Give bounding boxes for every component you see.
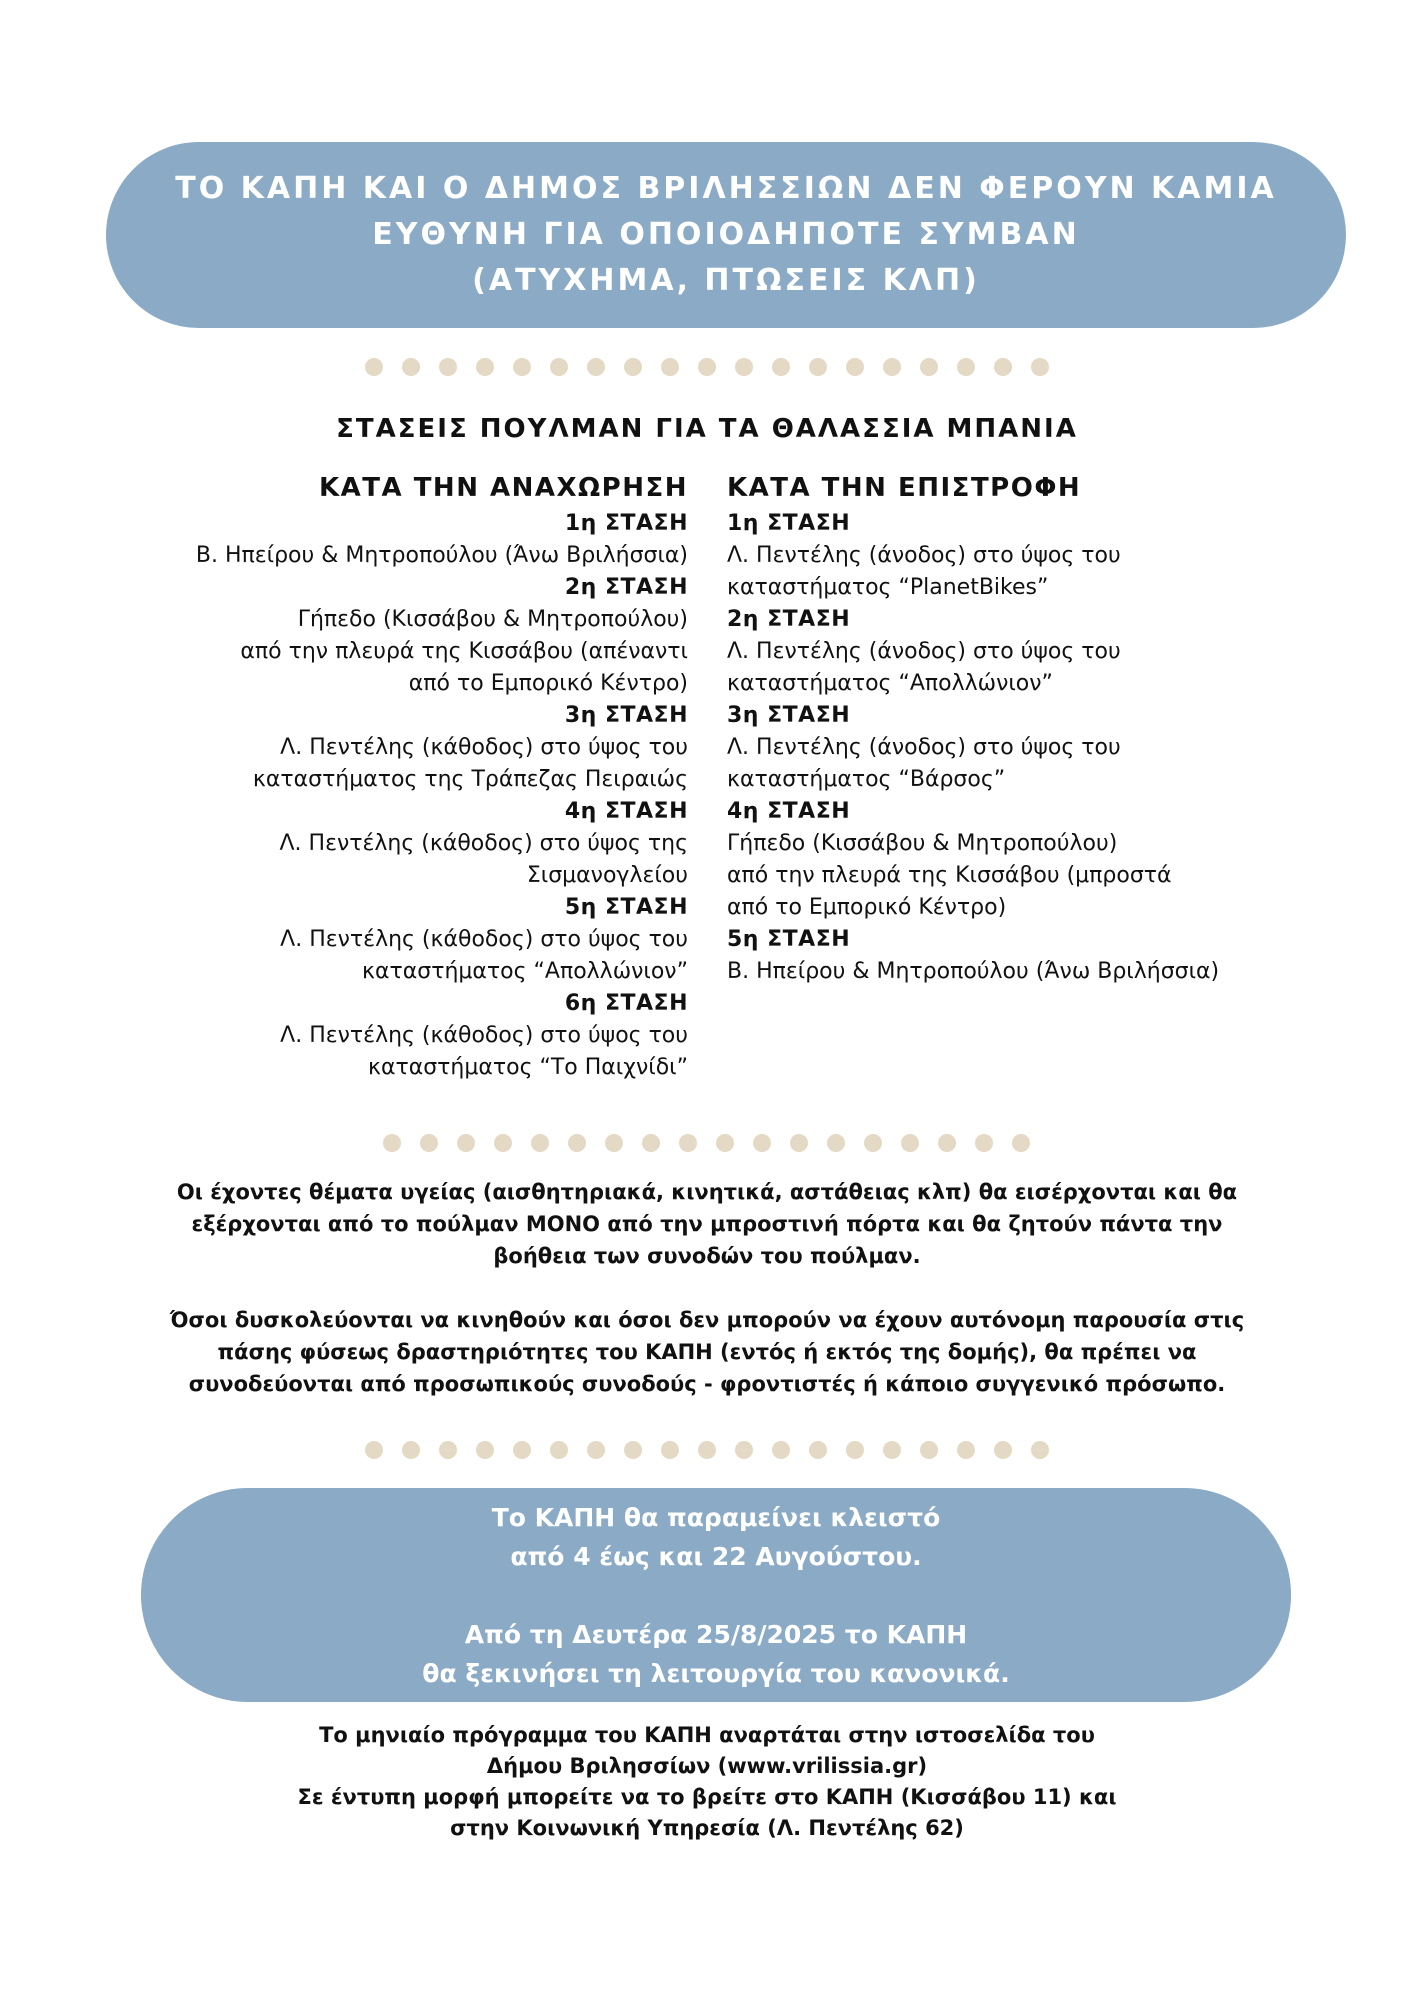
return-stop-location: Γήπεδο (Κισσάβου & Μητροπούλου) — [727, 831, 1118, 856]
divider-dot — [624, 1441, 642, 1459]
departure-stop-location: καταστήματος “Το Παιχνίδι” — [368, 1055, 688, 1080]
disclaimer-line: ΕΥΘΥΝΗ ΓΙΑ ΟΠΟΙΟΔΗΠΟΤΕ ΣΥΜΒΑΝ — [372, 217, 1080, 252]
departure-stop-label: 1η ΣΤΑΣΗ — [564, 511, 688, 536]
divider-dot — [383, 1134, 401, 1152]
return-stop-location: Λ. Πεντέλης (άνοδος) στο ύψος του — [727, 735, 1121, 760]
divider-dot — [587, 358, 605, 376]
return-stop-location: Λ. Πεντέλης (άνοδος) στο ύψος του — [727, 543, 1121, 568]
divider-dot — [864, 1134, 882, 1152]
departure-stop-location: Γήπεδο (Κισσάβου & Μητροπούλου) — [297, 607, 688, 632]
notice-line: συνοδεύονται από προσωπικούς συνοδούς - φροντιστές ή κάποιο συγγενικό πρόσωπο. — [188, 1372, 1226, 1396]
dot-divider — [365, 1441, 1049, 1459]
divider-dot — [735, 358, 753, 376]
return-stop-label: 1η ΣΤΑΣΗ — [727, 511, 851, 536]
return-stop-label: 2η ΣΤΑΣΗ — [727, 607, 851, 632]
departure-stop-location: Σισμανογλείου — [526, 863, 688, 888]
divider-dot — [661, 358, 679, 376]
departure-stop-location: Β. Ηπείρου & Μητροπούλου (Άνω Βριλήσσια) — [195, 543, 688, 568]
footer-line: Δήμου Βριλησσίων (www.vrilissia.gr) — [486, 1754, 928, 1778]
dot-divider — [365, 358, 1049, 376]
departure-stop-location: καταστήματος της Τράπεζας Πειραιώς — [252, 767, 688, 792]
divider-dot — [476, 358, 494, 376]
divider-dot — [883, 1441, 901, 1459]
reopening-line: Από τη Δευτέρα 25/8/2025 το ΚΑΠΗ — [464, 1619, 968, 1649]
stops-title: ΣΤΑΣΕΙΣ ΠΟΥΛΜΑΝ ΓΙΑ ΤΑ ΘΑΛΑΣΣΙΑ ΜΠΑΝΙΑ — [336, 414, 1078, 444]
divider-dot — [994, 358, 1012, 376]
return-stop-label: 3η ΣΤΑΣΗ — [727, 703, 851, 728]
notice-line: πάσης φύσεως δραστηριότητες του ΚΑΠΗ (εντός ή εκτός της δομής), θα πρέπει να — [217, 1340, 1197, 1364]
footer-info — [0, 1720, 1414, 1844]
return-stop-label: 5η ΣΤΑΣΗ — [727, 927, 851, 952]
divider-dot — [439, 358, 457, 376]
divider-dot — [901, 1134, 919, 1152]
divider-dot — [365, 358, 383, 376]
departure-stop-location: Λ. Πεντέλης (κάθοδος) στο ύψος του — [280, 735, 688, 760]
divider-dot — [846, 358, 864, 376]
footer-line: Σε έντυπη μορφή μπορείτε να το βρείτε στο ΚΑΠΗ (Κισσάβου 11) και — [297, 1785, 1117, 1809]
departure-stop-location: από την πλευρά της Κισσάβου (απέναντι — [240, 639, 688, 664]
divider-dot — [698, 358, 716, 376]
divider-dot — [957, 1441, 975, 1459]
divider-dot — [735, 1441, 753, 1459]
divider-dot — [402, 1441, 420, 1459]
divider-dot — [587, 1441, 605, 1459]
departure-column-title: ΚΑΤΑ ΤΗΝ ΑΝΑΧΩΡΗΣΗ — [319, 473, 688, 503]
departure-stop-location: καταστήματος “Απολλώνιον” — [362, 959, 688, 984]
departure-stop-label: 3η ΣΤΑΣΗ — [564, 703, 688, 728]
divider-dot — [439, 1441, 457, 1459]
divider-dot — [550, 1441, 568, 1459]
return-stops-column — [727, 470, 1219, 988]
return-stop-location: από το Εμπορικό Κέντρο) — [727, 895, 1007, 920]
closure-line: Το ΚΑΠΗ θα παραμείνει κλειστό — [491, 1502, 941, 1532]
return-stop-location: Λ. Πεντέλης (άνοδος) στο ύψος του — [727, 639, 1121, 664]
escort-notice — [0, 1304, 1414, 1400]
divider-dot — [938, 1134, 956, 1152]
divider-dot — [1012, 1134, 1030, 1152]
departure-stop-location: Λ. Πεντέλης (κάθοδος) στο ύψος του — [280, 927, 688, 952]
divider-dot — [698, 1441, 716, 1459]
disclaimer-banner — [106, 142, 1346, 328]
divider-dot — [531, 1134, 549, 1152]
divider-dot — [772, 1441, 790, 1459]
departure-stop-label: 2η ΣΤΑΣΗ — [564, 575, 688, 600]
divider-dot — [809, 1441, 827, 1459]
return-stop-location: καταστήματος “Βάρσος” — [727, 767, 1006, 792]
divider-dot — [920, 358, 938, 376]
divider-dot — [957, 358, 975, 376]
closure-line: από 4 έως και 22 Αυγούστου. — [510, 1541, 922, 1571]
divider-dot — [624, 358, 642, 376]
divider-dot — [679, 1134, 697, 1152]
divider-dot — [550, 358, 568, 376]
divider-dot — [883, 358, 901, 376]
departure-stop-label: 5η ΣΤΑΣΗ — [564, 895, 688, 920]
divider-dot — [920, 1441, 938, 1459]
divider-dot — [753, 1134, 771, 1152]
divider-dot — [827, 1134, 845, 1152]
departure-stops-column — [196, 470, 688, 1084]
closure-banner — [141, 1488, 1291, 1702]
departure-stop-location: από το Εμπορικό Κέντρο) — [408, 671, 688, 696]
divider-dot — [1031, 358, 1049, 376]
dot-divider — [383, 1134, 1030, 1152]
notice-line: βοήθεια των συνοδών του πούλμαν. — [493, 1244, 921, 1268]
disclaimer-line: ΤΟ ΚΑΠΗ ΚΑΙ Ο ΔΗΜΟΣ ΒΡΙΛΗΣΣΙΩΝ ΔΕΝ ΦΕΡΟΥΝ ΚΑΜΙΑ — [175, 171, 1277, 206]
departure-stop-label: 4η ΣΤΑΣΗ — [564, 799, 688, 824]
divider-dot — [772, 358, 790, 376]
return-stop-location: από την πλευρά της Κισσάβου (μπροστά — [727, 863, 1172, 888]
divider-dot — [513, 358, 531, 376]
divider-dot — [457, 1134, 475, 1152]
divider-dot — [642, 1134, 660, 1152]
divider-dot — [790, 1134, 808, 1152]
notice-line: Οι έχοντες θέματα υγείας (αισθητηριακά, κινητικά, αστάθειας κλπ) θα εισέρχονται και θα — [176, 1180, 1238, 1204]
reopening-line: θα ξεκινήσει τη λειτουργία του κανονικά. — [422, 1658, 1010, 1688]
health-notice — [0, 1176, 1414, 1272]
divider-dot — [846, 1441, 864, 1459]
footer-line: Το μηνιαίο πρόγραμμα του ΚΑΠΗ αναρτάται στην ιστοσελίδα του — [319, 1723, 1095, 1747]
disclaimer-line: (ΑΤΥΧΗΜΑ, ΠΤΩΣΕΙΣ ΚΛΠ) — [472, 263, 980, 298]
divider-dot — [975, 1134, 993, 1152]
divider-dot — [661, 1441, 679, 1459]
return-stop-location: καταστήματος “Απολλώνιον” — [727, 671, 1053, 696]
return-stop-label: 4η ΣΤΑΣΗ — [727, 799, 851, 824]
divider-dot — [476, 1441, 494, 1459]
divider-dot — [605, 1134, 623, 1152]
notice-line: Όσοι δυσκολεύονται να κινηθούν και όσοι δεν μπορούν να έχουν αυτόνομη παρουσία στις — [169, 1308, 1245, 1332]
divider-dot — [365, 1441, 383, 1459]
footer-line: στην Κοινωνική Υπηρεσία (Λ. Πεντέλης 62) — [450, 1816, 964, 1840]
divider-dot — [513, 1441, 531, 1459]
return-stop-location: Β. Ηπείρου & Μητροπούλου (Άνω Βριλήσσια) — [727, 959, 1220, 984]
return-stop-location: καταστήματος “PlanetBikes” — [727, 575, 1049, 600]
divider-dot — [994, 1441, 1012, 1459]
departure-stop-location: Λ. Πεντέλης (κάθοδος) στο ύψος του — [280, 1023, 688, 1048]
divider-dot — [1031, 1441, 1049, 1459]
divider-dot — [420, 1134, 438, 1152]
departure-stop-label: 6η ΣΤΑΣΗ — [564, 991, 688, 1016]
notice-line: εξέρχονται από το πούλμαν ΜΟΝΟ από την μπροστινή πόρτα και θα ζητούν πάντα την — [191, 1212, 1223, 1236]
divider-dot — [809, 358, 827, 376]
divider-dot — [402, 358, 420, 376]
departure-stop-location: Λ. Πεντέλης (κάθοδος) στο ύψος της — [279, 831, 688, 856]
divider-dot — [716, 1134, 734, 1152]
return-column-title: ΚΑΤΑ ΤΗΝ ΕΠΙΣΤΡΟΦΗ — [727, 473, 1082, 503]
divider-dot — [494, 1134, 512, 1152]
divider-dot — [568, 1134, 586, 1152]
